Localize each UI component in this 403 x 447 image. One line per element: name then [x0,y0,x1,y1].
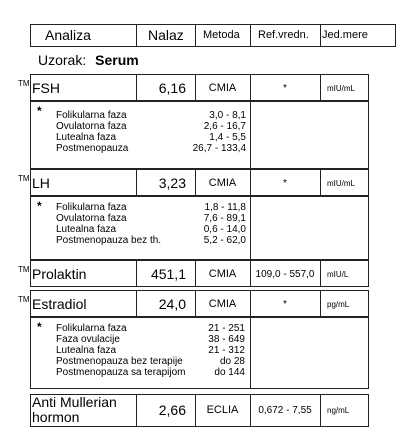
note-phase: Postmenopauza bez terapije [56,356,183,367]
note-phase: Postmenopauza sa terapijom [56,367,186,378]
header-ref: Ref.vredn. [258,29,309,41]
test-ref: 109,0 - 557,0 [255,269,315,280]
note-phase: Folikularna faza [56,202,127,213]
note-range: 1,8 - 11,8 [204,202,246,213]
note-range: 1,4 - 5,5 [209,132,246,143]
trademark-mark: TM [18,79,30,88]
note-phase: Faza ovulacije [56,334,120,345]
divider [320,394,321,427]
test-unit: mIU/mL [327,84,355,93]
trademark-mark: TM [18,295,30,304]
specimen-line [38,52,139,68]
divider [250,24,251,47]
divider [320,260,321,287]
divider [250,196,251,260]
test-value: 6,16 [158,80,186,96]
test-name: Prolaktin [32,266,87,282]
test-ref: * [283,178,287,189]
header-nalaz: Nalaz [148,27,184,43]
test-method: CMIA [208,298,237,310]
note-range: 3,0 - 8,1 [209,110,246,121]
note-phase: Postmenopauza bez th. [56,235,162,246]
note-range: 0,6 - 14,0 [203,224,246,235]
divider [250,317,251,389]
divider [320,24,321,47]
test-name: FSH [32,80,60,96]
test-value: 24,0 [158,296,186,312]
note-phase: Lutealna faza [56,224,117,235]
test-method: CMIA [208,177,237,189]
test-unit: mIU/L [327,270,349,279]
test-name-line1: Anti Mullerian [32,394,117,410]
test-method: CMIA [208,82,237,94]
test-method: CMIA [208,268,237,280]
note-range: do 144 [214,367,245,378]
note-range: 21 - 312 [208,345,245,356]
divider [136,24,137,47]
note-range: 5,2 - 62,0 [203,235,246,246]
note-phase: Ovulatorna faza [56,121,127,132]
test-ref: * [283,299,287,310]
test-value: 3,23 [158,175,186,191]
note-phase: Folikularna faza [56,110,127,121]
test-unit: ng/mL [327,406,350,415]
trademark-mark: TM [18,265,30,274]
note-range: 21 - 251 [208,323,245,334]
specimen-value: Serum [95,52,139,68]
note-star: * [37,199,42,213]
note-range: 7,6 - 89,1 [203,213,246,224]
note-phase: Postmenopauza [56,143,129,154]
test-unit: mIU/mL [327,179,355,188]
test-value: 2,66 [158,402,186,418]
test-ref: 0,672 - 7,55 [258,405,312,416]
test-method: ECLIA [206,404,239,416]
specimen-label: Uzorak: [38,52,87,68]
note-range: 26,7 - 133,4 [192,143,246,154]
note-range: 2,6 - 16,7 [203,121,246,132]
note-phase: Folikularna faza [56,323,127,334]
divider [250,101,251,169]
divider [320,74,321,101]
test-ref: * [283,83,287,94]
test-name-line2: hormon [32,409,80,425]
test-unit: pg/mL [327,300,350,309]
note-phase: Lutealna faza [56,132,117,143]
test-name: Estradiol [32,296,87,312]
header-jed: Jed.mere [322,29,368,41]
note-range: do 28 [219,356,245,367]
divider [320,169,321,196]
divider [320,290,321,317]
test-value: 451,1 [150,266,186,282]
note-phase: Ovulatorna faza [56,213,127,224]
trademark-mark: TM [18,174,30,183]
header-metoda: Metoda [203,29,240,41]
test-name: LH [32,175,50,191]
header-analiza: Analiza [45,27,91,43]
note-star: * [37,104,42,118]
note-range: 38 - 649 [208,334,245,345]
note-phase: Lutealna faza [56,345,117,356]
divider [195,24,196,47]
note-star: * [37,320,42,334]
